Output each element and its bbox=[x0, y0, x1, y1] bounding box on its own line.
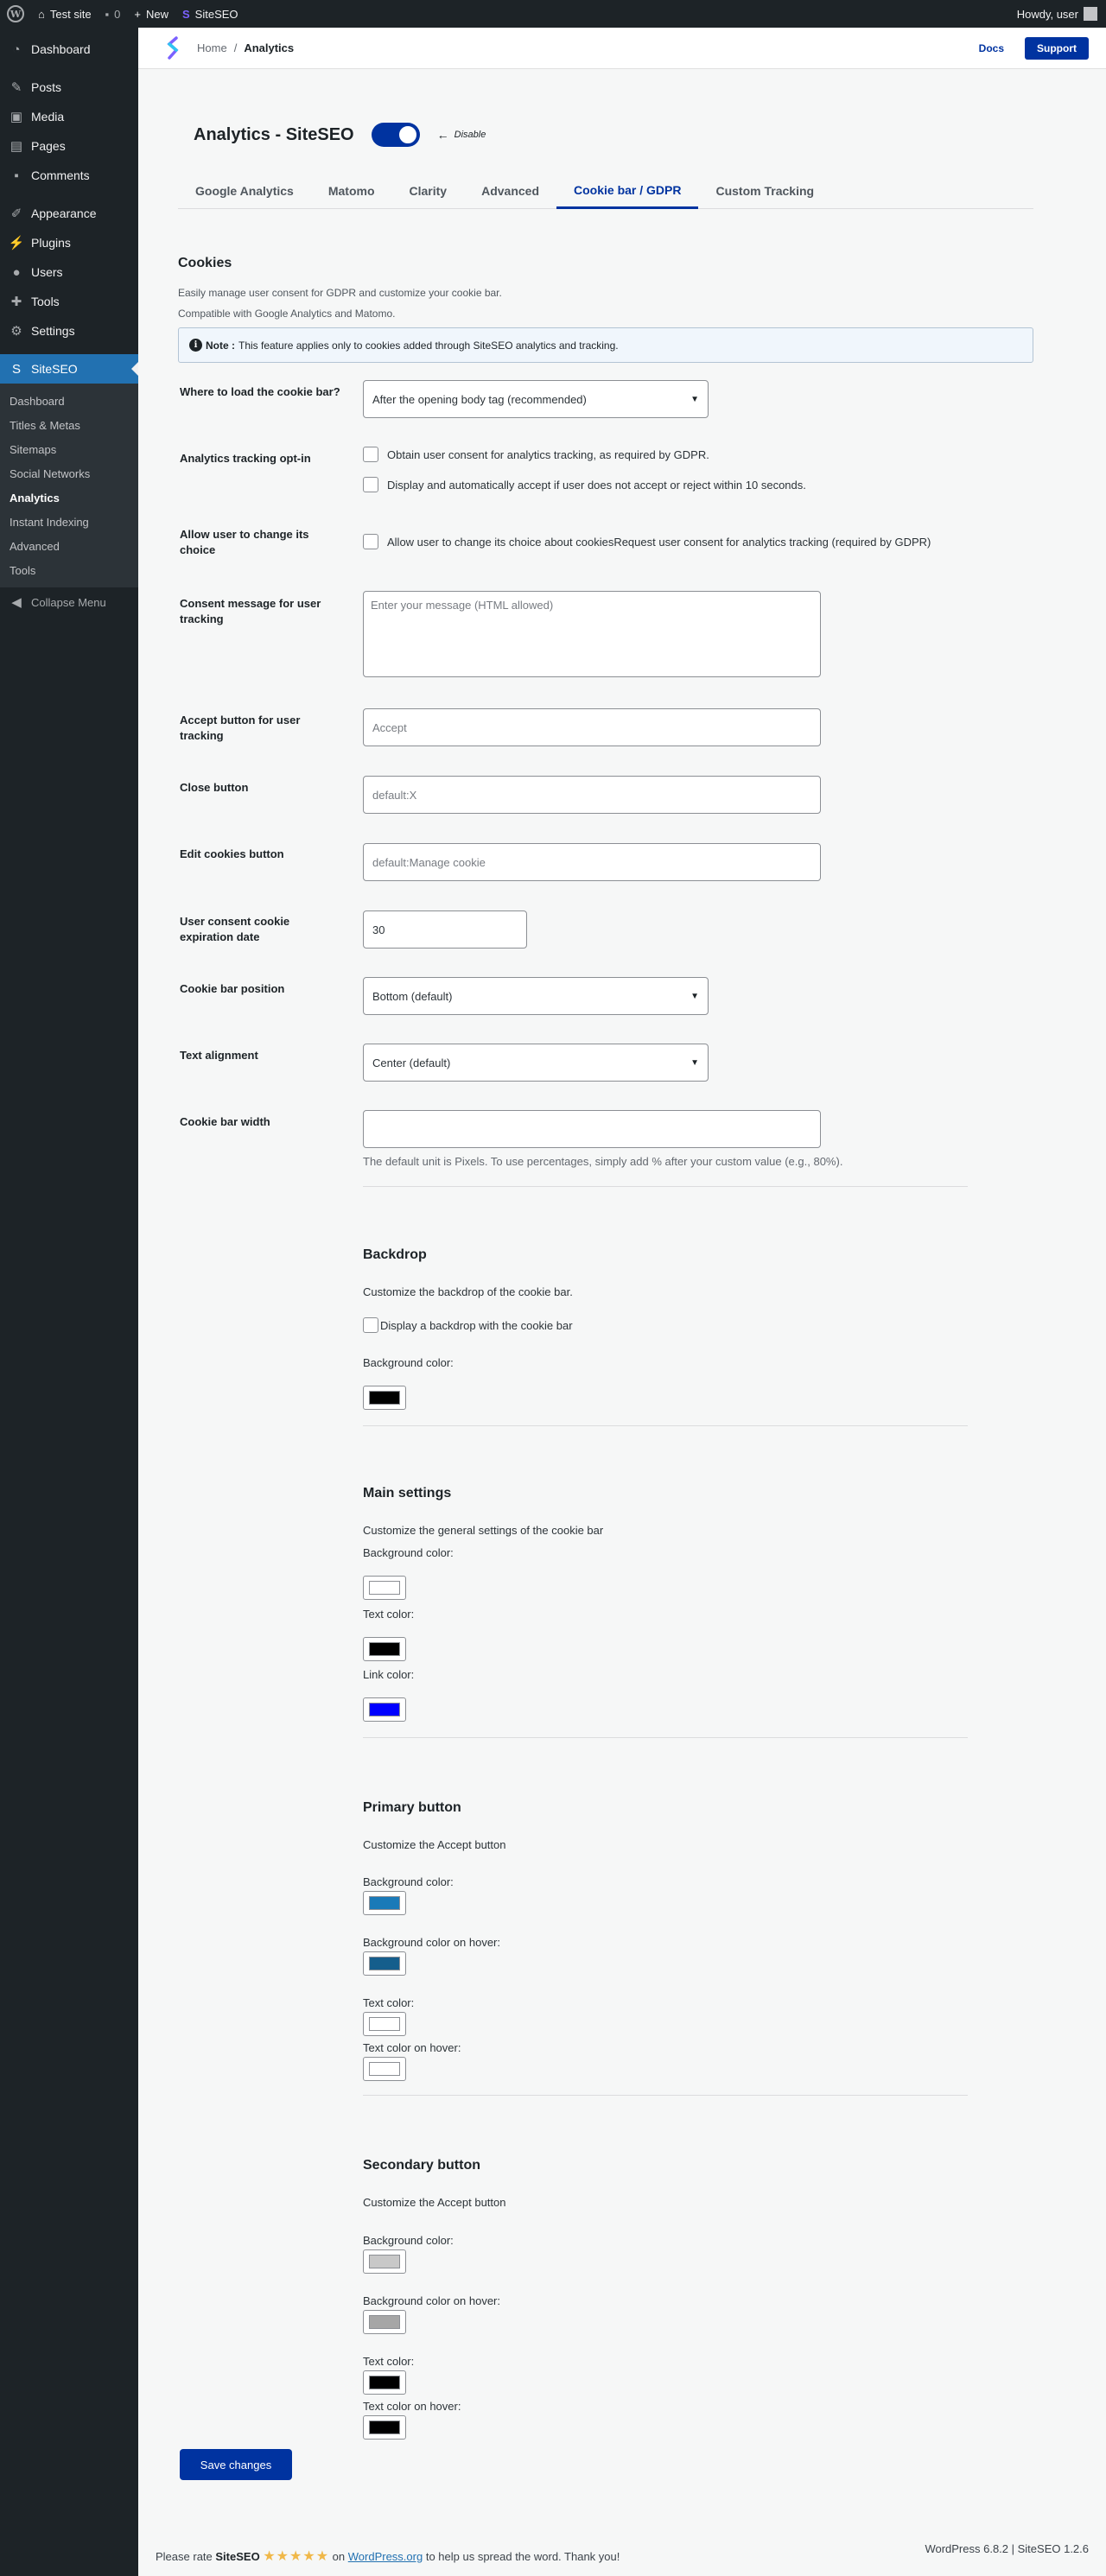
submenu-advanced[interactable]: Advanced bbox=[10, 539, 60, 553]
main-content bbox=[138, 69, 1106, 2576]
alignment-label: Text alignment bbox=[180, 1049, 258, 1062]
primary-text-color-picker[interactable] bbox=[363, 2012, 406, 2036]
arrow-left-icon: ← bbox=[436, 128, 449, 142]
brush-icon: ✐ bbox=[10, 206, 22, 221]
primary-bg-color-picker[interactable] bbox=[363, 1891, 406, 1915]
position-select[interactable]: Bottom (default) ▼ bbox=[363, 977, 709, 1015]
expiration-input[interactable]: 30 bbox=[363, 910, 527, 949]
expiration-label: User consent cookie expiration date bbox=[180, 915, 290, 943]
primary-bg-hover-label: Background color on hover: bbox=[363, 1936, 500, 1949]
color-swatch bbox=[369, 2062, 400, 2076]
secondary-button-title: Secondary button bbox=[363, 2158, 481, 2173]
tab-google-analytics[interactable]: Google Analytics bbox=[195, 184, 294, 198]
divider bbox=[363, 1737, 968, 1738]
primary-bg-label: Background color: bbox=[363, 1875, 454, 1888]
change-choice-row: Allow user to change its choice about cookiesRequest user consent for analytics tracking (required by GDPR) bbox=[363, 534, 931, 549]
opt-in-label: Analytics tracking opt-in bbox=[180, 452, 311, 465]
note-box: i Note : This feature applies only to cookies added through SiteSEO analytics and tracking. bbox=[178, 327, 1033, 363]
color-swatch bbox=[369, 2255, 400, 2268]
toggle-hint: ← Disable bbox=[436, 128, 486, 142]
main-link-color-picker[interactable] bbox=[363, 1697, 406, 1722]
plugin-icon: ⚡ bbox=[8, 236, 25, 251]
secondary-bg-color-picker[interactable] bbox=[363, 2249, 406, 2274]
edit-cookies-input[interactable]: default:Manage cookie bbox=[363, 843, 821, 881]
opt-in-consent-checkbox[interactable] bbox=[363, 447, 378, 462]
dashboard-icon: ◔ bbox=[12, 41, 21, 57]
collapse-menu-button[interactable]: ◀ Collapse Menu bbox=[0, 587, 138, 617]
comment-icon: ▪ bbox=[105, 7, 110, 21]
users-icon: ● bbox=[12, 264, 21, 280]
wrench-icon: ✚ bbox=[10, 295, 22, 309]
close-button-input[interactable]: default:X bbox=[363, 776, 821, 814]
secondary-bg-label: Background color: bbox=[363, 2234, 454, 2247]
analytics-toggle[interactable] bbox=[372, 123, 420, 147]
tab-matomo[interactable]: Matomo bbox=[327, 184, 375, 198]
submenu-sitemaps[interactable]: Sitemaps bbox=[10, 442, 57, 456]
tab-custom-tracking[interactable]: Custom Tracking bbox=[715, 184, 815, 198]
sidebar-item-siteseo[interactable]: S SiteSEO bbox=[0, 354, 138, 384]
media-icon: ▣ bbox=[10, 110, 23, 124]
siteseo-icon: S bbox=[182, 7, 190, 21]
collapse-icon: ◀ bbox=[11, 595, 22, 610]
cookies-description-1: Easily manage user consent for GDPR and customize your cookie bar. bbox=[178, 287, 502, 299]
siteseo-submenu bbox=[0, 384, 138, 587]
color-swatch bbox=[369, 1703, 400, 1716]
secondary-text-hover-color-picker[interactable] bbox=[363, 2415, 406, 2440]
submenu-instant-indexing[interactable]: Instant Indexing bbox=[10, 515, 89, 529]
sidebar-item-dashboard[interactable]: ◔ Dashboard bbox=[0, 35, 138, 64]
submenu-social-networks[interactable]: Social Networks bbox=[10, 466, 91, 480]
save-changes-button[interactable]: Save changes bbox=[180, 2449, 292, 2480]
backdrop-description: Customize the backdrop of the cookie bar. bbox=[363, 1285, 573, 1298]
alignment-select[interactable]: Center (default) ▼ bbox=[363, 1044, 709, 1082]
main-bg-label: Background color: bbox=[363, 1546, 454, 1559]
info-icon: i bbox=[189, 339, 202, 352]
divider bbox=[363, 1186, 968, 1187]
secondary-bg-hover-color-picker[interactable] bbox=[363, 2310, 406, 2334]
cookies-section-title: Cookies bbox=[178, 256, 232, 270]
settings-icon: ⚙ bbox=[10, 324, 22, 339]
rating-stars-icon[interactable]: ★★★★★ bbox=[263, 2549, 330, 2564]
backdrop-bg-label: Background color: bbox=[363, 1356, 454, 1369]
submenu-dashboard[interactable]: Dashboard bbox=[10, 394, 65, 408]
breadcrumb-separator: / bbox=[233, 41, 238, 54]
siteseo-logo-icon bbox=[164, 35, 181, 61]
primary-text-label: Text color: bbox=[363, 1996, 415, 2009]
wordpress-logo[interactable] bbox=[0, 0, 31, 28]
home-icon: ⌂ bbox=[38, 7, 45, 21]
consent-message-textarea[interactable]: Enter your message (HTML allowed) bbox=[363, 591, 821, 677]
accept-button-input[interactable]: Accept bbox=[363, 708, 821, 746]
comments-link[interactable]: ▪ 0 bbox=[105, 7, 121, 21]
main-text-color-picker[interactable] bbox=[363, 1637, 406, 1661]
submenu-titles-metas[interactable]: Titles & Metas bbox=[10, 418, 80, 432]
opt-in-consent-row: Obtain user consent for analytics tracking, as required by GDPR. bbox=[363, 447, 709, 462]
secondary-text-hover-label: Text color on hover: bbox=[363, 2400, 461, 2413]
load-location-label: Where to load the cookie bar? bbox=[180, 385, 340, 398]
load-location-select[interactable]: After the opening body tag (recommended) ▼ bbox=[363, 380, 709, 418]
docs-button[interactable]: Docs bbox=[978, 41, 1004, 54]
sidebar-item-tools[interactable]: ✚ Tools bbox=[0, 287, 138, 316]
secondary-text-color-picker[interactable] bbox=[363, 2370, 406, 2395]
sidebar-item-plugins[interactable]: ⚡ Plugins bbox=[8, 236, 71, 251]
auto-accept-row: Display and automatically accept if user does not accept or reject within 10 seconds. bbox=[363, 477, 806, 492]
footer-version: WordPress 6.8.2 | SiteSEO 1.2.6 bbox=[925, 2542, 1089, 2555]
divider bbox=[363, 1425, 968, 1426]
chevron-down-icon: ▼ bbox=[690, 394, 699, 404]
secondary-text-label: Text color: bbox=[363, 2355, 415, 2368]
edit-cookies-label: Edit cookies button bbox=[180, 847, 284, 860]
analytics-tabs bbox=[178, 173, 1033, 209]
sidebar-item-media[interactable]: ▣ Media bbox=[10, 110, 65, 124]
wordpress-org-link[interactable]: WordPress.org bbox=[347, 2550, 423, 2563]
chevron-down-icon: ▼ bbox=[690, 1057, 699, 1068]
footer-rating: Please rate SiteSEO ★★★★★ on WordPress.org to help us spread the word. Thank you! bbox=[156, 2549, 620, 2564]
plus-icon: + bbox=[134, 7, 141, 21]
close-button-label: Close button bbox=[180, 781, 249, 794]
change-choice-label: Allow user to change its choice bbox=[180, 528, 309, 556]
admin-bar bbox=[0, 0, 1106, 28]
tab-advanced[interactable]: Advanced bbox=[481, 184, 540, 198]
color-swatch bbox=[369, 2017, 400, 2031]
color-swatch bbox=[369, 2421, 400, 2434]
breadcrumb bbox=[197, 41, 294, 54]
sidebar-item-appearance[interactable]: ✐ Appearance bbox=[0, 199, 138, 228]
position-label: Cookie bar position bbox=[180, 982, 285, 995]
color-swatch bbox=[369, 1896, 400, 1910]
primary-button-description: Customize the Accept button bbox=[363, 1838, 506, 1851]
change-choice-checkbox[interactable] bbox=[363, 534, 378, 549]
auto-accept-checkbox[interactable] bbox=[363, 477, 378, 492]
pin-icon: ✎ bbox=[10, 80, 22, 95]
cookies-description-2: Compatible with Google Analytics and Matomo. bbox=[178, 308, 396, 320]
secondary-button-description: Customize the Accept button bbox=[363, 2196, 506, 2209]
backdrop-title: Backdrop bbox=[363, 1247, 427, 1262]
new-content-link[interactable]: + New bbox=[134, 7, 168, 21]
sidebar-item-comments[interactable]: ▪ Comments bbox=[0, 161, 138, 190]
submenu-analytics[interactable]: Analytics bbox=[10, 491, 60, 504]
color-swatch bbox=[369, 2376, 400, 2389]
avatar bbox=[1084, 7, 1097, 21]
tab-cookie-bar-gdpr[interactable]: Cookie bar / GDPR bbox=[556, 173, 698, 209]
color-swatch bbox=[369, 1391, 400, 1405]
siteseo-admin-link[interactable]: S SiteSEO bbox=[182, 7, 238, 21]
accept-button-label: Accept button for user tracking bbox=[180, 714, 301, 742]
width-hint: The default unit is Pixels. To use percentages, simply add % after your custom value (e.g., 80%). bbox=[363, 1155, 843, 1168]
pages-icon: ▤ bbox=[10, 139, 23, 154]
main-link-label: Link color: bbox=[363, 1668, 415, 1681]
width-input[interactable] bbox=[363, 1110, 821, 1148]
consent-message-label: Consent message for user tracking bbox=[180, 597, 321, 625]
primary-text-hover-color-picker[interactable] bbox=[363, 2057, 406, 2081]
color-swatch bbox=[369, 1957, 400, 1970]
breadcrumb-current: Analytics bbox=[244, 41, 295, 54]
backdrop-bg-color-picker[interactable] bbox=[363, 1386, 406, 1410]
main-bg-color-picker[interactable] bbox=[363, 1576, 406, 1600]
comments-icon: ▪ bbox=[14, 168, 19, 183]
user-account-menu[interactable]: Howdy, user bbox=[1010, 0, 1106, 28]
support-button[interactable]: Support bbox=[1025, 37, 1089, 60]
primary-button-title: Primary button bbox=[363, 1800, 461, 1815]
tab-clarity[interactable]: Clarity bbox=[409, 184, 448, 198]
breadcrumb-home[interactable]: Home bbox=[197, 41, 227, 54]
page-header bbox=[194, 123, 486, 147]
chevron-down-icon: ▼ bbox=[690, 991, 699, 1001]
main-text-label: Text color: bbox=[363, 1608, 415, 1621]
main-settings-description: Customize the general settings of the cookie bar bbox=[363, 1524, 604, 1537]
color-swatch bbox=[369, 1642, 400, 1656]
sidebar-item-settings[interactable]: ⚙ Settings bbox=[0, 316, 138, 346]
width-label: Cookie bar width bbox=[180, 1115, 270, 1128]
color-swatch bbox=[369, 2315, 400, 2329]
admin-sidebar bbox=[0, 28, 138, 2576]
color-swatch bbox=[369, 1581, 400, 1595]
toggle-knob bbox=[397, 124, 418, 145]
plugin-header bbox=[138, 28, 1106, 69]
sidebar-item-users[interactable]: ● Users bbox=[0, 257, 138, 287]
backdrop-row: Display a backdrop with the cookie bar bbox=[363, 1317, 573, 1333]
page-title: Analytics - SiteSEO bbox=[194, 124, 354, 144]
backdrop-checkbox[interactable] bbox=[363, 1317, 378, 1333]
main-settings-title: Main settings bbox=[363, 1486, 452, 1501]
sidebar-item-pages[interactable]: ▤ Pages bbox=[10, 139, 66, 154]
wordpress-icon: W bbox=[7, 5, 24, 22]
submenu-tools[interactable]: Tools bbox=[10, 563, 36, 577]
secondary-bg-hover-label: Background color on hover: bbox=[363, 2294, 500, 2307]
siteseo-icon: S bbox=[11, 361, 21, 377]
primary-text-hover-label: Text color on hover: bbox=[363, 2041, 461, 2054]
sidebar-item-posts[interactable]: ✎ Posts bbox=[0, 73, 138, 102]
primary-bg-hover-color-picker[interactable] bbox=[363, 1951, 406, 1976]
divider bbox=[363, 2095, 968, 2096]
site-name-link[interactable]: ⌂ Test site bbox=[38, 7, 92, 21]
